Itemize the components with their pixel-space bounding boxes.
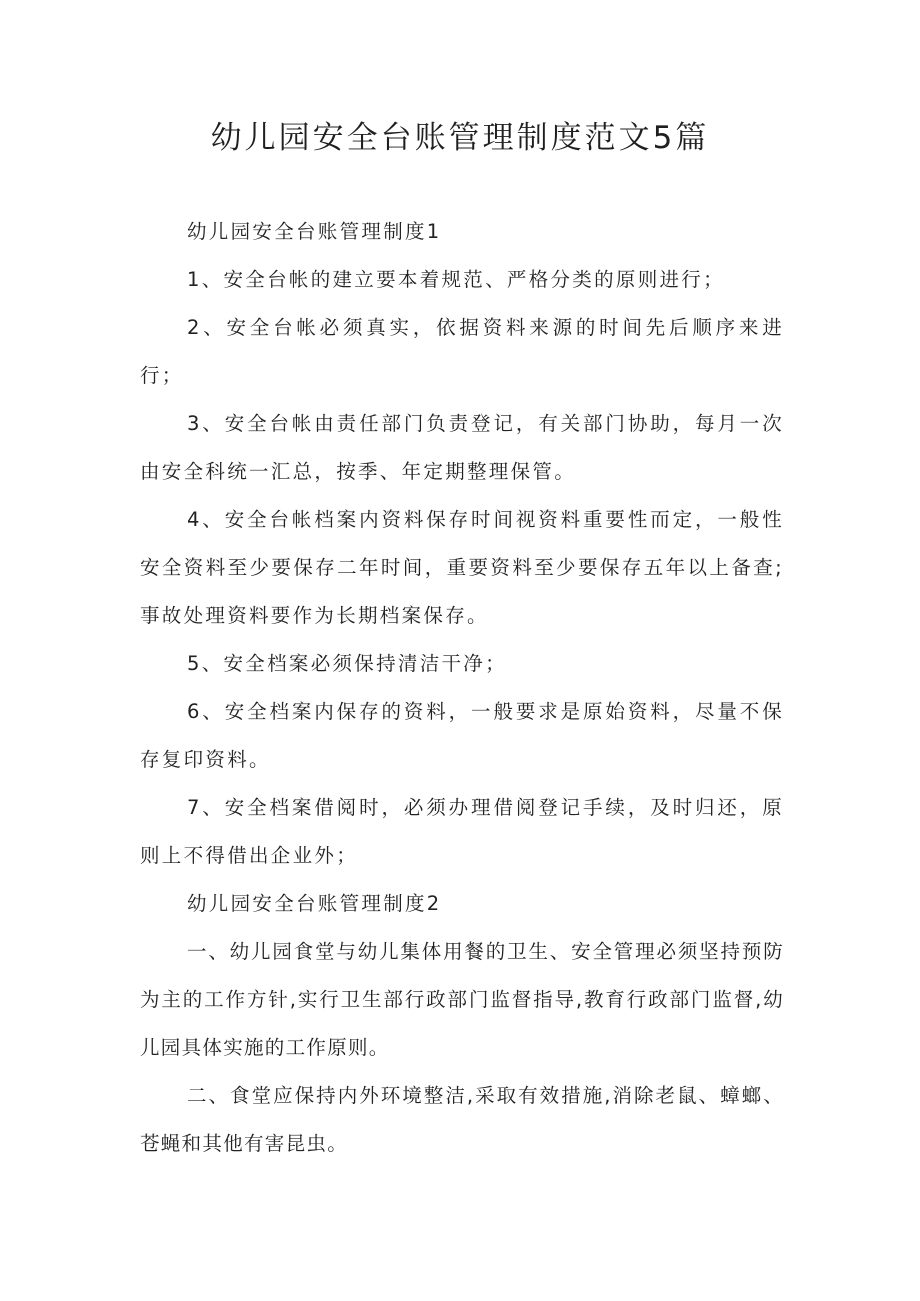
section-1-item-3: 3、安全台帐由责任部门负责登记，有关部门协助，每月一次由安全科统一汇总，按季、年定期整理保管。 [140, 412, 784, 483]
section-2-item-1: 一、幼儿园食堂与幼儿集体用餐的卫生、安全管理必须坚持预防为主的工作方针,实行卫生部行政部门监督指导,教育行政部门监督,幼儿园具体实施的工作原则。 [140, 940, 784, 1059]
section-1-heading: 幼儿园安全台账管理制度1 [187, 220, 442, 243]
section-2-item-2: 二、食堂应保持内外环境整洁,采取有效措施,消除老鼠、蟑螂、苍蝇和其他有害昆虫。 [140, 1084, 784, 1155]
document-title: 幼儿园安全台账管理制度范文5篇 [210, 120, 710, 156]
section-1-item-6: 6、安全档案内保存的资料，一般要求是原始资料，尽量不保存复印资料。 [140, 700, 784, 771]
section-2-heading: 幼儿园安全台账管理制度2 [187, 892, 442, 915]
section-1-item-1: 1、安全台帐的建立要本着规范、严格分类的原则进行； [187, 268, 725, 291]
section-1-item-2: 2、安全台帐必须真实，依据资料来源的时间先后顺序来进行； [140, 316, 784, 387]
section-1-item-4: 4、安全台帐档案内资料保存时间视资料重要性而定，一般性安全资料至少要保存二年时间，重要资料至少要保存五年以上备查;事故处理资料要作为长期档案保存。 [140, 508, 784, 627]
document-body [140, 208, 784, 1168]
section-1-item-7: 7、安全档案借阅时，必须办理借阅登记手续，及时归还，原则上不得借出企业外； [140, 796, 784, 867]
section-1-item-5: 5、安全档案必须保持清洁干净； [187, 652, 507, 675]
